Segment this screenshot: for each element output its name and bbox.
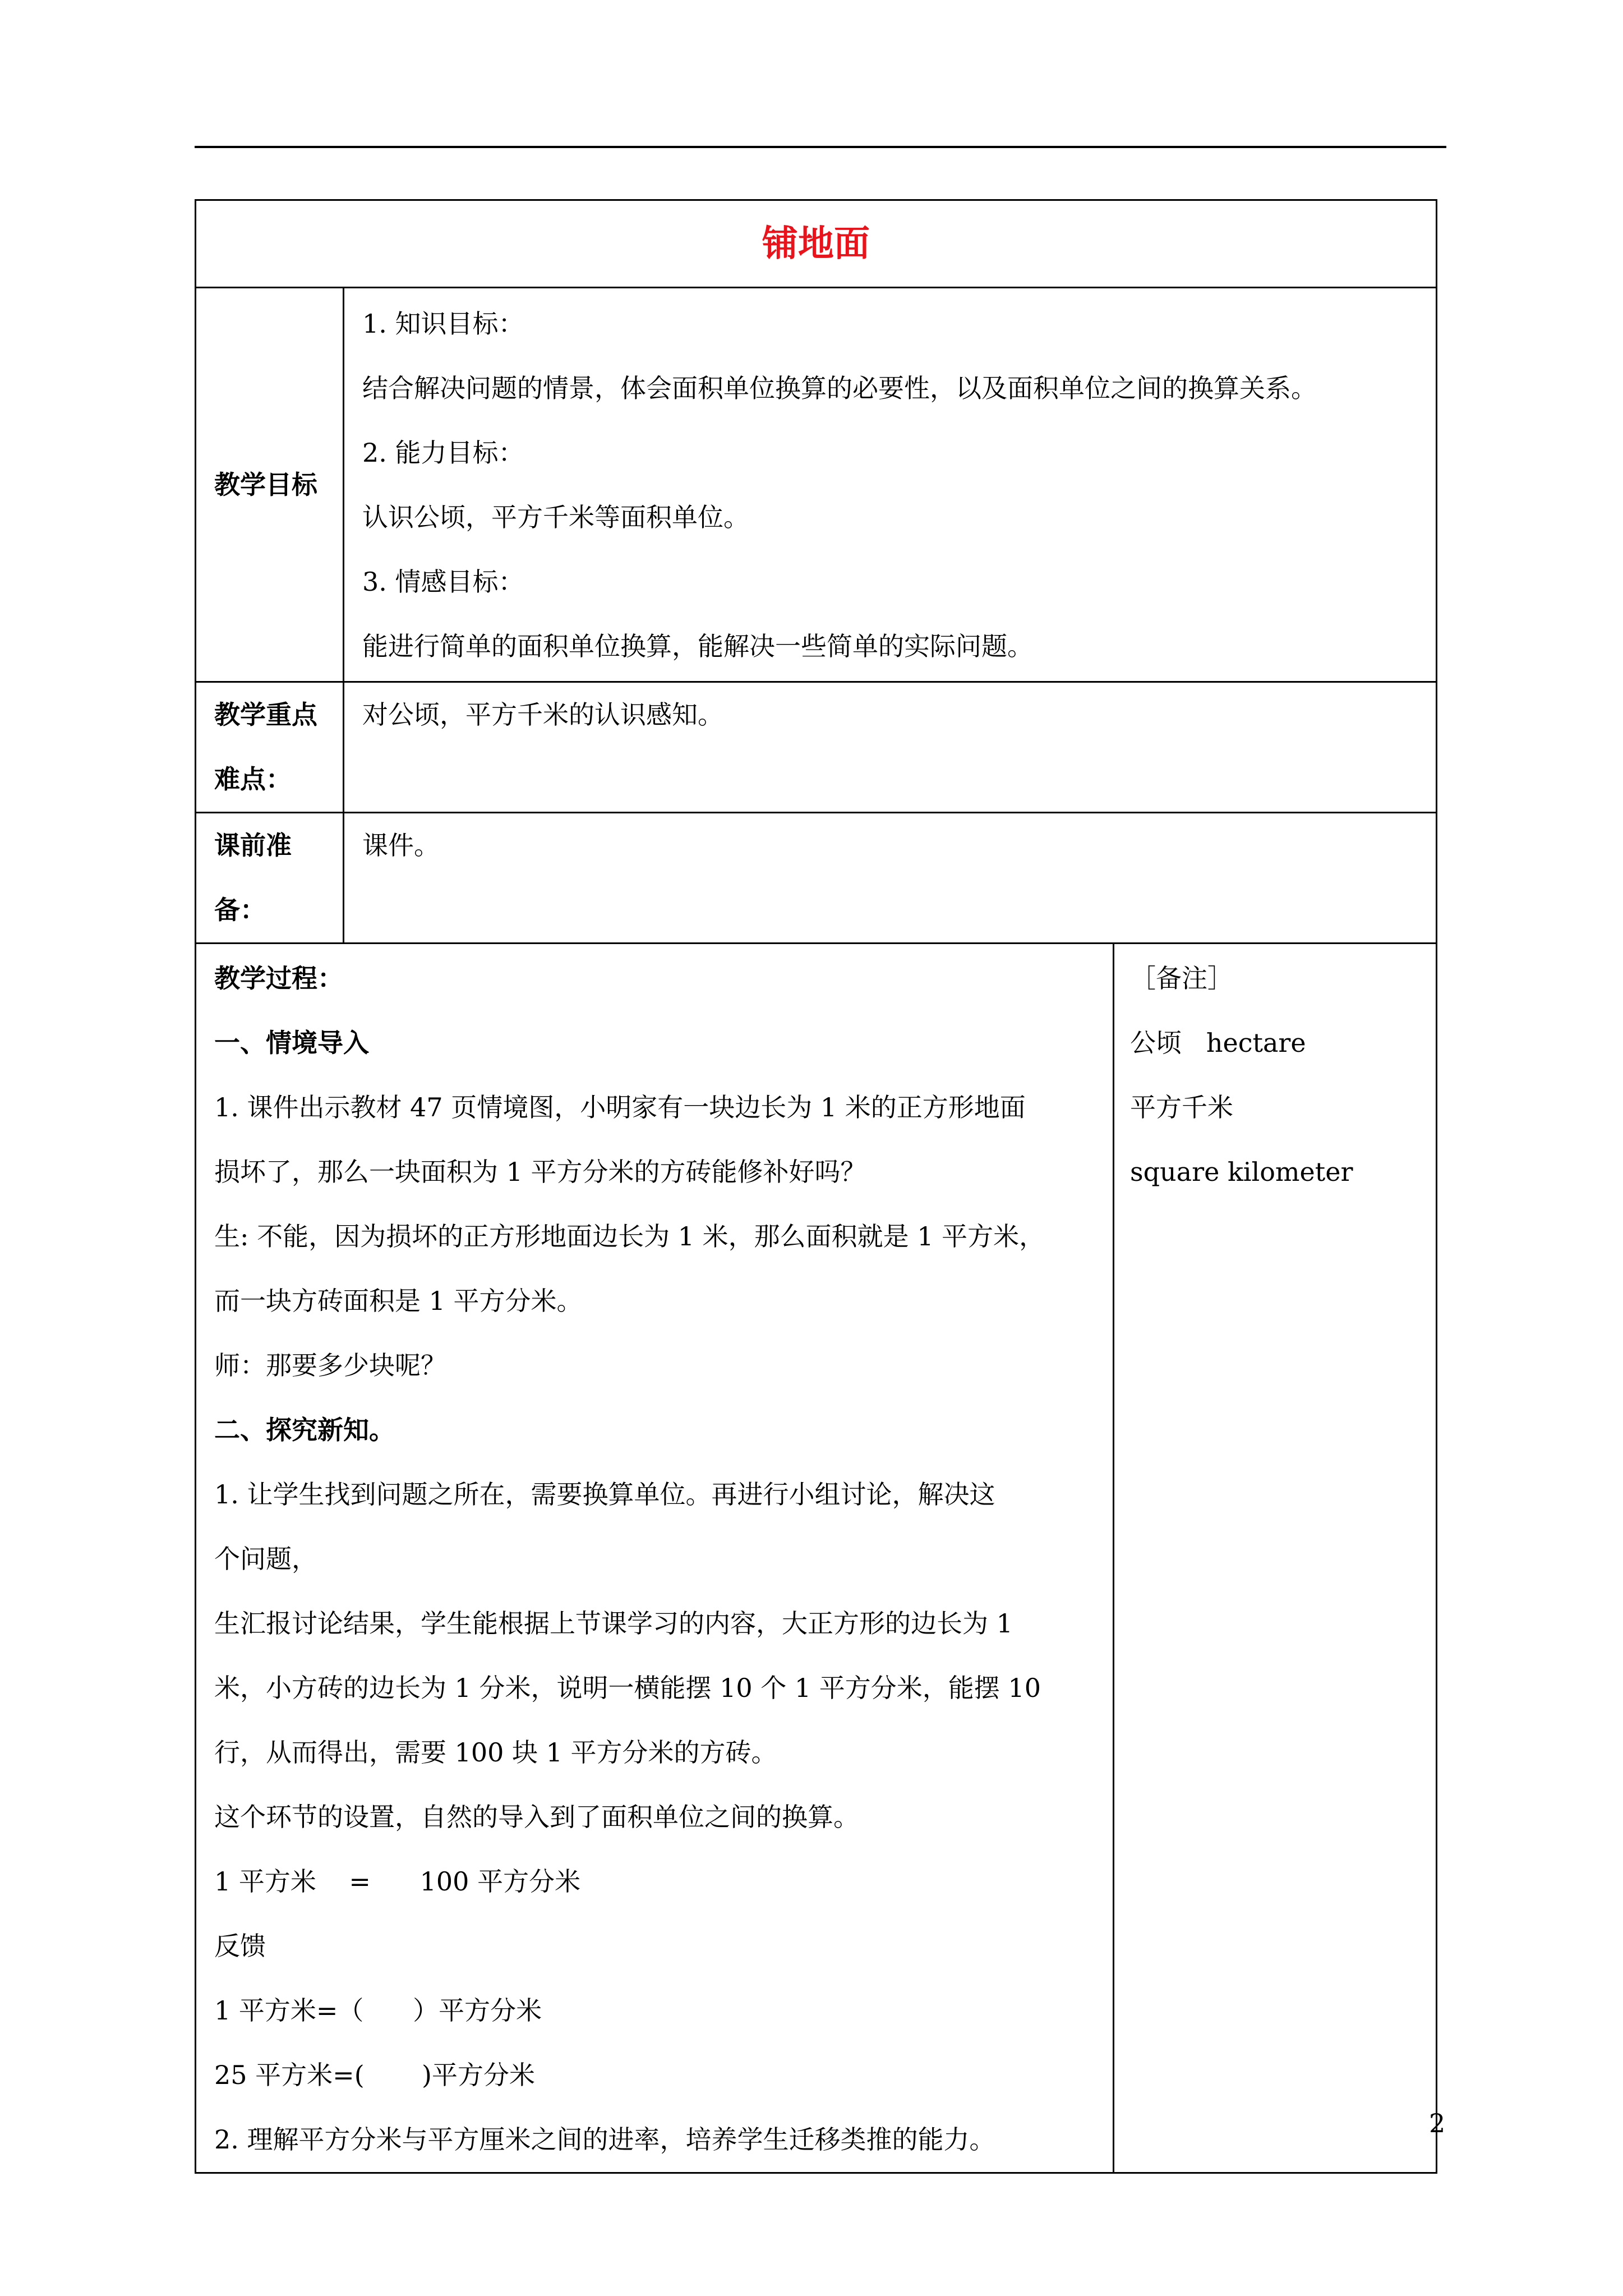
- goals-row: [196, 288, 1437, 682]
- note-line: 平方千米: [1130, 1092, 1233, 1122]
- preparation-row: [196, 813, 1437, 944]
- process-line: 生汇报讨论结果，学生能根据上节课学习的内容，大正方形的边长为 1: [214, 1608, 1013, 1639]
- key-points-label-line2: 难点：: [214, 764, 292, 794]
- lesson-plan-table: [195, 199, 1437, 2174]
- goal-line: 1. 知识目标：: [362, 309, 524, 339]
- key-points-label: [196, 682, 344, 813]
- exercise-line: 25 平方米=( )平方分米: [214, 2060, 535, 2090]
- process-line: 2. 理解平方分米与平方厘米之间的进率，培养学生迁移类推的能力。: [214, 2124, 995, 2155]
- process-line: 师：那要多少块呢？: [214, 1350, 446, 1381]
- key-points-text: 对公顷，平方千米的认识感知。: [344, 682, 1437, 813]
- key-points-row: [196, 682, 1437, 813]
- goal-line: 2. 能力目标：: [362, 438, 524, 468]
- notes-column: [1114, 944, 1437, 2173]
- note-line: 公顷 hectare: [1130, 1028, 1306, 1058]
- process-content: [196, 944, 1114, 2173]
- process-line: 生: 不能，因为损坏的正方形地面边长为 1 米，那么面积就是 1 平方米，: [214, 1221, 1045, 1251]
- goal-line: 认识公顷，平方千米等面积单位。: [362, 502, 749, 532]
- title-row: [196, 200, 1437, 288]
- process-line: 而一块方砖面积是 1 平方分米。: [214, 1286, 583, 1316]
- process-line: 损坏了，那么一块面积为 1 平方分米的方砖能修补好吗？: [214, 1157, 866, 1187]
- key-points-label-line1: 教学重点: [214, 700, 317, 730]
- goal-line: 结合解决问题的情景，体会面积单位换算的必要性，以及面积单位之间的换算关系。: [362, 373, 1317, 403]
- note-line: square kilometer: [1130, 1157, 1353, 1187]
- process-line: 米，小方砖的边长为 1 分米，说明一横能摆 10 个 1 平方分米，能摆 10: [214, 1673, 1041, 1703]
- process-row: [196, 944, 1437, 2173]
- section-heading: 二、探究新知。: [214, 1415, 395, 1445]
- exercise-line: 1 平方米=（ ）平方分米: [214, 1995, 542, 2026]
- process-line: 1. 让学生找到问题之所在，需要换算单位。再进行小组讨论，解决这: [214, 1479, 995, 1510]
- preparation-text: 课件。: [344, 813, 1437, 944]
- header-rule: [195, 146, 1446, 148]
- lesson-title: 铺地面: [196, 200, 1437, 288]
- formula-line: 1 平方米 = 100 平方分米: [214, 1866, 581, 1897]
- goals-label: 教学目标: [196, 288, 344, 682]
- preparation-label: 课前准备：: [196, 813, 344, 944]
- process-label: 教学过程：: [214, 963, 343, 993]
- process-line: 个问题，: [214, 1544, 317, 1574]
- process-line: 这个环节的设置，自然的导入到了面积单位之间的换算。: [214, 1802, 859, 1832]
- section-heading: 一、情境导入: [214, 1028, 369, 1058]
- notes-label: ［备注］: [1130, 963, 1233, 993]
- goals-content: [344, 288, 1437, 682]
- page-number: 2: [1429, 2108, 1446, 2138]
- process-line: 行，从而得出，需要 100 块 1 平方分米的方砖。: [214, 1737, 777, 1768]
- process-line: 反馈: [214, 1931, 266, 1961]
- goal-line: 3. 情感目标：: [362, 567, 524, 597]
- goal-line: 能进行简单的面积单位换算，能解决一些简单的实际问题。: [362, 631, 1033, 661]
- process-line: 1. 课件出示教材 47 页情境图，小明家有一块边长为 1 米的正方形地面: [214, 1092, 1026, 1122]
